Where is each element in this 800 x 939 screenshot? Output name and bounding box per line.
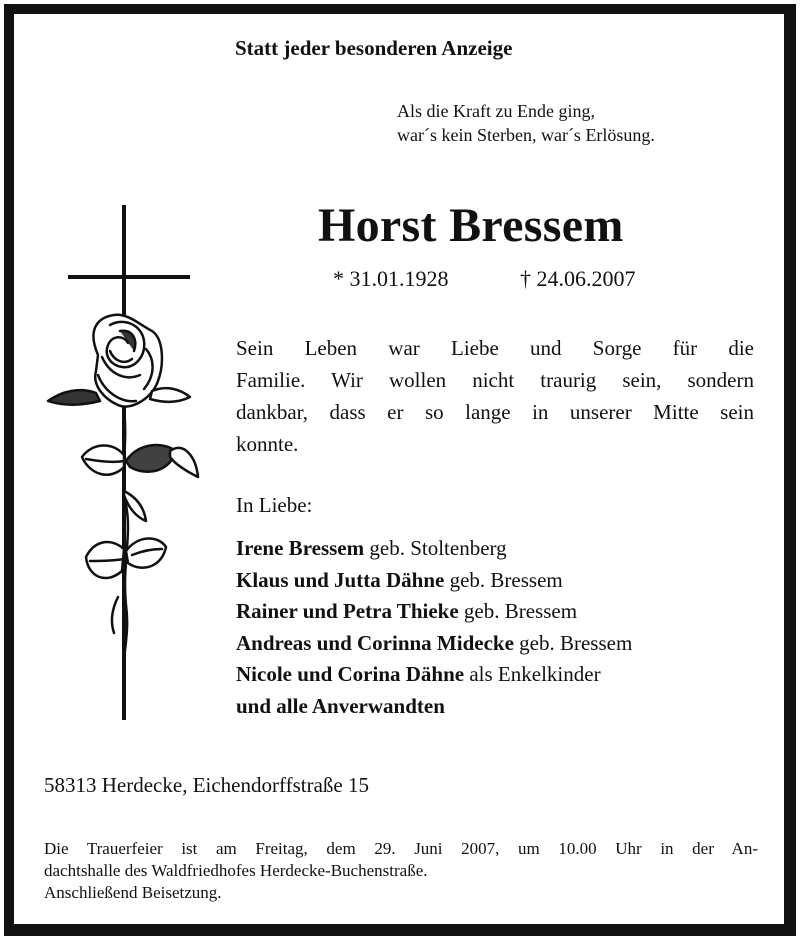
tribute-line: Sein Leben war Liebe und Sorge für die (236, 336, 754, 360)
death-date: † 24.06.2007 (520, 266, 636, 291)
family-name: Irene Bressem (236, 536, 365, 560)
family-entry (236, 565, 632, 597)
verse-line-1: Als die Kraft zu Ende ging, (397, 101, 595, 121)
tribute-line: konnte. (236, 432, 299, 456)
cross-with-rose-icon (40, 205, 205, 725)
family-note: geb. Bressem (444, 567, 563, 592)
family-note: als Enkelkinder (464, 662, 601, 686)
family-entry (236, 659, 632, 691)
service-info (44, 838, 758, 904)
family-name: Klaus und Jutta Dähne (236, 567, 445, 592)
family-entry (236, 691, 632, 723)
in-liebe-label: In Liebe: (236, 493, 313, 517)
family-note: geb. Bressem (513, 630, 633, 655)
service-line: Anschließend Beisetzung. (44, 883, 222, 902)
family-entry (236, 533, 632, 565)
family-list (236, 533, 632, 722)
family-entry (236, 596, 632, 628)
tribute-line: dankbar, dass er so lange in unserer Mitte sein (236, 400, 754, 424)
family-name: und alle Anverwandten (236, 693, 445, 718)
verse (397, 99, 655, 147)
birth-date: * 31.01.1928 (333, 266, 449, 291)
family-name: Nicole und Corina Dähne (236, 662, 465, 686)
family-name: Rainer und Petra Thieke (236, 599, 459, 623)
notice-header: Statt jeder besonderen Anzeige (235, 36, 513, 60)
family-name: Andreas und Corinna Midecke (236, 630, 514, 655)
family-entry (236, 628, 632, 660)
tribute-text (236, 332, 754, 460)
family-note: geb. Stoltenberg (364, 536, 507, 560)
tribute-line: Familie. Wir wollen nicht traurig sein, sondern (236, 368, 754, 392)
family-note: geb. Bressem (458, 599, 578, 623)
address: 58313 Herdecke, Eichendorffstraße 15 (44, 773, 369, 797)
verse-line-2: war´s kein Sterben, war´s Erlösung. (397, 125, 655, 145)
service-line: dachtshalle des Waldfriedhofes Herdecke-Buchenstraße. (44, 861, 428, 880)
service-line: Die Trauerfeier ist am Freitag, dem 29. Juni 2007, um 10.00 Uhr in der An- (44, 839, 758, 858)
cross-horizontal-beam (68, 275, 190, 279)
deceased-name: Horst Bressem (318, 199, 624, 252)
